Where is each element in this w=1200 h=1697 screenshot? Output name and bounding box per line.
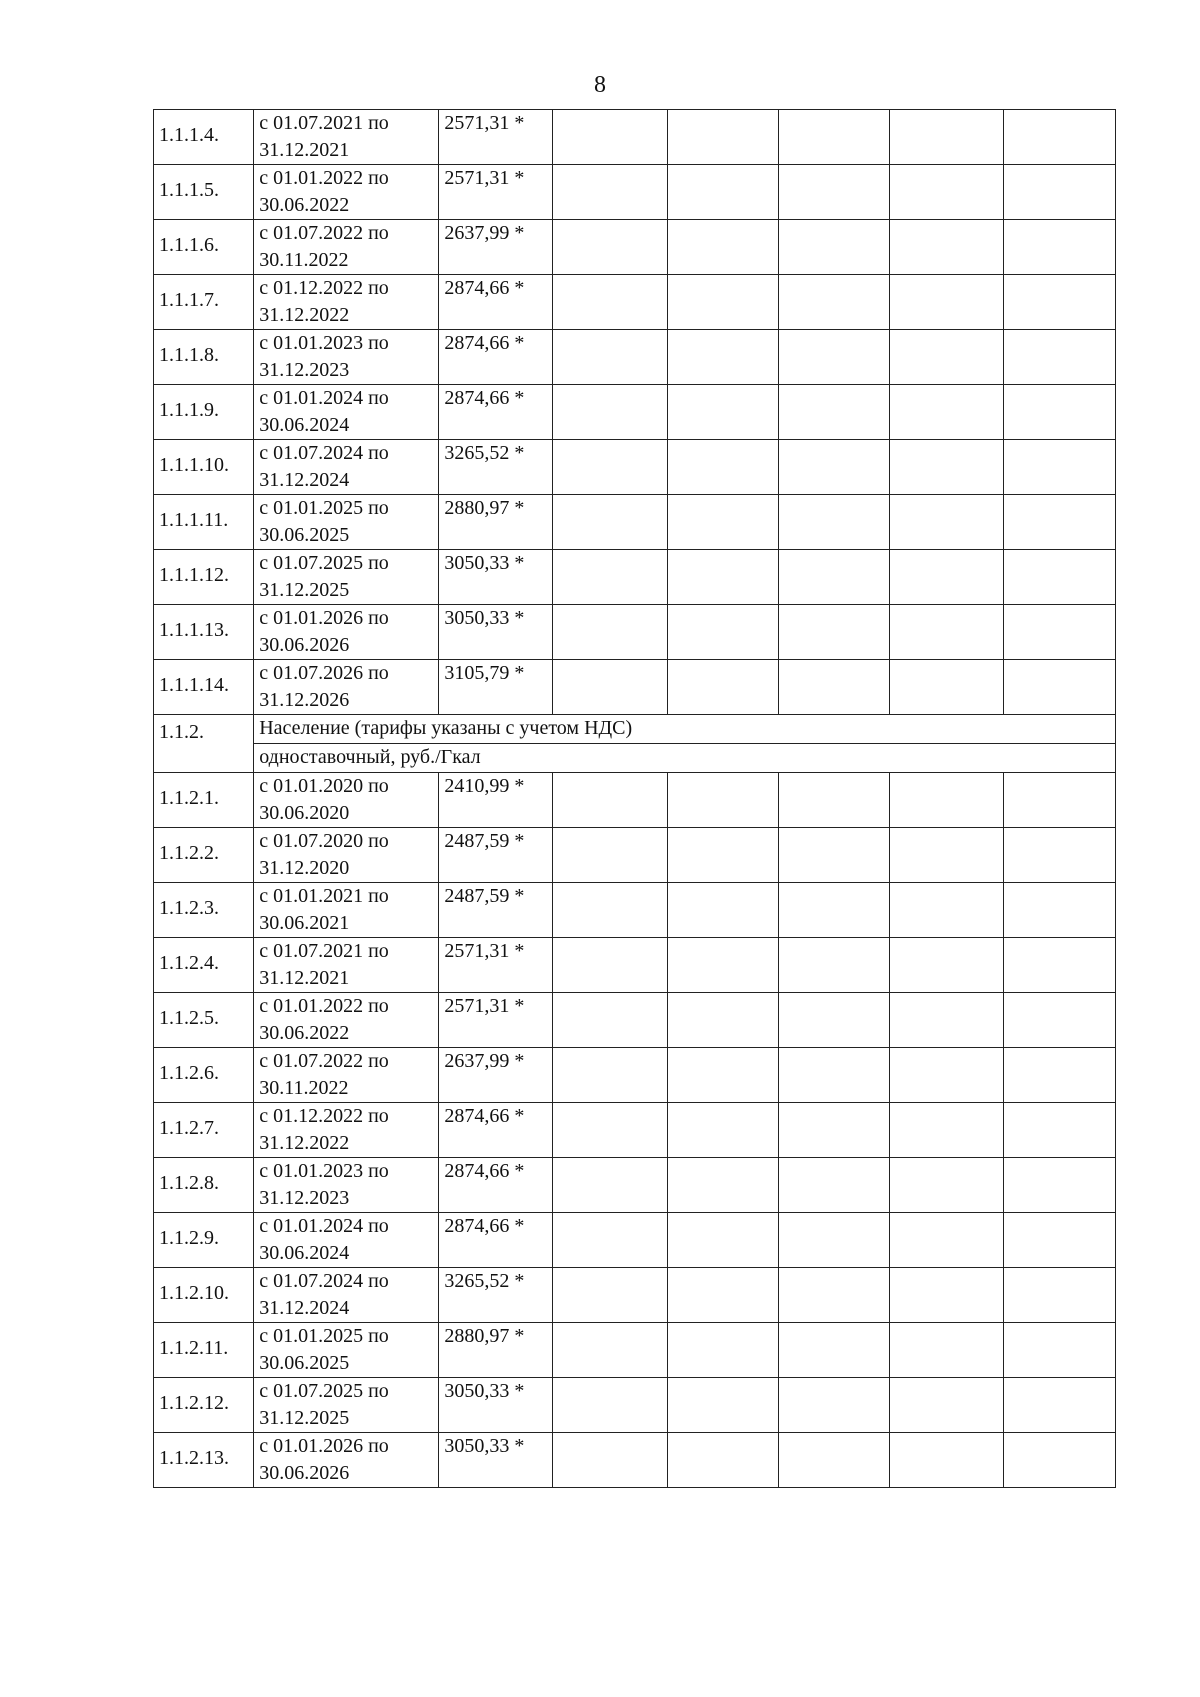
empty-cell [779,938,890,993]
empty-cell [779,165,890,220]
empty-cell [668,110,779,165]
empty-cell [1003,883,1115,938]
empty-cell [668,440,779,495]
empty-cell [779,883,890,938]
empty-cell [668,1268,779,1323]
table-row [154,275,1116,330]
table-row [154,110,1116,165]
period-to: 30.06.2022 [259,194,350,216]
empty-cell [552,1103,667,1158]
empty-cell [890,495,1003,550]
empty-cell [890,1268,1003,1323]
table-row [154,938,1116,993]
row-code: 1.1.1.10. [154,440,254,495]
empty-cell [890,550,1003,605]
period-from: с 01.01.2024 по [259,387,389,409]
row-period [254,220,439,275]
table-row [154,1048,1116,1103]
empty-cell [668,495,779,550]
empty-cell [1003,440,1115,495]
table-row [154,1433,1116,1488]
empty-cell [668,828,779,883]
table-row [154,1378,1116,1433]
empty-cell [1003,1213,1115,1268]
row-tariff-value: 3050,33 * [439,1433,552,1488]
row-code: 1.1.2.13. [154,1433,254,1488]
row-code: 1.1.1.6. [154,220,254,275]
empty-cell [552,1213,667,1268]
section-row [154,715,1116,744]
period-to: 30.06.2025 [259,524,350,546]
empty-cell [890,330,1003,385]
row-period [254,605,439,660]
period-to: 31.12.2021 [259,967,350,989]
empty-cell [1003,275,1115,330]
empty-cell [668,1378,779,1433]
empty-cell [779,660,890,715]
empty-cell [890,1213,1003,1268]
period-to: 31.12.2022 [259,1132,350,1154]
period-from: с 01.01.2026 по [259,607,389,629]
empty-cell [668,1433,779,1488]
empty-cell [779,1048,890,1103]
table-row [154,385,1116,440]
empty-cell [779,605,890,660]
empty-cell [779,1213,890,1268]
period-from: с 01.07.2021 по [259,112,389,134]
empty-cell [779,440,890,495]
table-row [154,660,1116,715]
row-period [254,1323,439,1378]
empty-cell [779,550,890,605]
empty-cell [890,1158,1003,1213]
period-to: 30.06.2025 [259,1352,350,1374]
empty-cell [668,605,779,660]
empty-cell [890,275,1003,330]
row-period [254,1268,439,1323]
row-period [254,330,439,385]
row-tariff-value: 2637,99 * [439,220,552,275]
row-code: 1.1.1.12. [154,550,254,605]
empty-cell [1003,1433,1115,1488]
empty-cell [779,828,890,883]
period-to: 31.12.2025 [259,1407,350,1429]
empty-cell [552,773,667,828]
empty-cell [668,330,779,385]
table-row [154,1158,1116,1213]
empty-cell [890,110,1003,165]
tariff-rows-other-consumers [154,110,1116,715]
empty-cell [552,495,667,550]
period-to: 31.12.2020 [259,857,350,879]
period-to: 30.06.2024 [259,1242,350,1264]
period-to: 30.06.2026 [259,634,350,656]
empty-cell [779,1158,890,1213]
period-to: 30.06.2020 [259,802,350,824]
period-from: с 01.07.2025 по [259,1380,389,1402]
row-code: 1.1.2.5. [154,993,254,1048]
period-to: 30.11.2022 [259,1077,349,1099]
row-tariff-value: 2874,66 * [439,1103,552,1158]
row-period [254,883,439,938]
empty-cell [552,1378,667,1433]
row-code: 1.1.2.9. [154,1213,254,1268]
empty-cell [552,330,667,385]
row-code: 1.1.1.13. [154,605,254,660]
row-period [254,110,439,165]
period-from: с 01.01.2020 по [259,775,389,797]
table-row [154,220,1116,275]
row-tariff-value: 2874,66 * [439,1213,552,1268]
table-row [154,1213,1116,1268]
row-code: 1.1.1.11. [154,495,254,550]
empty-cell [1003,110,1115,165]
table-row [154,165,1116,220]
period-to: 31.12.2022 [259,304,350,326]
empty-cell [552,275,667,330]
empty-cell [779,1103,890,1158]
empty-cell [890,773,1003,828]
row-code: 1.1.2.10. [154,1268,254,1323]
row-tariff-value: 2637,99 * [439,1048,552,1103]
period-from: с 01.12.2022 по [259,277,389,299]
empty-cell [552,550,667,605]
empty-cell [1003,1048,1115,1103]
row-tariff-value: 2874,66 * [439,330,552,385]
empty-cell [779,773,890,828]
period-to: 31.12.2021 [259,139,350,161]
empty-cell [890,165,1003,220]
period-to: 31.12.2026 [259,689,350,711]
empty-cell [890,605,1003,660]
row-period [254,993,439,1048]
empty-cell [1003,220,1115,275]
empty-cell [890,1378,1003,1433]
period-from: с 01.01.2022 по [259,995,389,1017]
row-code: 1.1.2.1. [154,773,254,828]
empty-cell [552,1048,667,1103]
row-period [254,660,439,715]
row-tariff-value: 2487,59 * [439,883,552,938]
empty-cell [779,110,890,165]
table-row [154,330,1116,385]
row-tariff-value: 3265,52 * [439,440,552,495]
row-tariff-value: 3105,79 * [439,660,552,715]
period-to: 31.12.2024 [259,469,350,491]
page-number: 8 [594,72,606,98]
row-code: 1.1.2.4. [154,938,254,993]
empty-cell [1003,1103,1115,1158]
section-subtitle-row [154,744,1116,773]
table-row [154,1103,1116,1158]
row-period [254,1433,439,1488]
row-period [254,165,439,220]
empty-cell [890,828,1003,883]
row-code: 1.1.1.4. [154,110,254,165]
table-row [154,495,1116,550]
empty-cell [779,1323,890,1378]
row-code: 1.1.1.5. [154,165,254,220]
row-tariff-value: 2874,66 * [439,385,552,440]
table-row [154,993,1116,1048]
row-tariff-value: 2874,66 * [439,275,552,330]
table-row [154,1323,1116,1378]
section-code: 1.1.2. [154,715,254,773]
empty-cell [668,1158,779,1213]
row-code: 1.1.2.6. [154,1048,254,1103]
empty-cell [1003,1158,1115,1213]
empty-cell [1003,605,1115,660]
section-population [154,715,1116,773]
row-code: 1.1.2.11. [154,1323,254,1378]
row-code: 1.1.2.2. [154,828,254,883]
period-from: с 01.01.2023 по [259,332,389,354]
empty-cell [1003,828,1115,883]
row-tariff-value: 2571,31 * [439,110,552,165]
tariff-table [153,109,1116,1488]
empty-cell [1003,993,1115,1048]
empty-cell [668,1103,779,1158]
row-code: 1.1.1.14. [154,660,254,715]
table-row [154,550,1116,605]
row-period [254,1378,439,1433]
row-tariff-value: 2571,31 * [439,938,552,993]
empty-cell [552,993,667,1048]
empty-cell [552,660,667,715]
period-to: 30.06.2026 [259,1462,350,1484]
empty-cell [779,330,890,385]
table-row [154,773,1116,828]
empty-cell [668,220,779,275]
empty-cell [890,938,1003,993]
empty-cell [1003,938,1115,993]
period-from: с 01.01.2025 по [259,497,389,519]
empty-cell [1003,773,1115,828]
row-period [254,1103,439,1158]
empty-cell [668,1323,779,1378]
section-title: Население (тарифы указаны с учетом НДС) [254,715,1116,744]
empty-cell [668,883,779,938]
empty-cell [1003,1323,1115,1378]
period-from: с 01.01.2021 по [259,885,389,907]
period-from: с 01.07.2026 по [259,662,389,684]
empty-cell [668,773,779,828]
empty-cell [552,605,667,660]
table-row [154,883,1116,938]
period-from: с 01.01.2024 по [259,1215,389,1237]
table-row [154,440,1116,495]
empty-cell [552,165,667,220]
period-to: 30.06.2022 [259,1022,350,1044]
empty-cell [779,275,890,330]
period-from: с 01.12.2022 по [259,1105,389,1127]
empty-cell [1003,660,1115,715]
empty-cell [668,1213,779,1268]
empty-cell [552,1268,667,1323]
section-subtitle: одноставочный, руб./Гкал [254,744,1116,773]
empty-cell [1003,495,1115,550]
empty-cell [779,495,890,550]
row-tariff-value: 2880,97 * [439,495,552,550]
empty-cell [668,275,779,330]
period-from: с 01.01.2022 по [259,167,389,189]
row-period [254,1213,439,1268]
row-period [254,828,439,883]
period-from: с 01.07.2022 по [259,222,389,244]
empty-cell [779,993,890,1048]
empty-cell [552,385,667,440]
empty-cell [668,1048,779,1103]
row-code: 1.1.2.8. [154,1158,254,1213]
empty-cell [890,220,1003,275]
row-period [254,938,439,993]
empty-cell [668,660,779,715]
row-tariff-value: 2487,59 * [439,828,552,883]
empty-cell [552,1323,667,1378]
period-to: 30.06.2021 [259,912,350,934]
empty-cell [779,220,890,275]
empty-cell [1003,330,1115,385]
table-row [154,605,1116,660]
empty-cell [890,1103,1003,1158]
empty-cell [1003,550,1115,605]
period-to: 30.06.2024 [259,414,350,436]
row-period [254,550,439,605]
empty-cell [1003,165,1115,220]
row-tariff-value: 3050,33 * [439,605,552,660]
empty-cell [552,220,667,275]
empty-cell [668,385,779,440]
empty-cell [890,440,1003,495]
empty-cell [552,828,667,883]
row-tariff-value: 3265,52 * [439,1268,552,1323]
empty-cell [552,938,667,993]
empty-cell [668,165,779,220]
empty-cell [552,110,667,165]
period-from: с 01.01.2026 по [259,1435,389,1457]
empty-cell [890,1433,1003,1488]
row-tariff-value: 2874,66 * [439,1158,552,1213]
empty-cell [779,385,890,440]
empty-cell [890,883,1003,938]
row-code: 1.1.2.3. [154,883,254,938]
row-tariff-value: 3050,33 * [439,550,552,605]
tariff-rows-population [154,773,1116,1488]
period-to: 31.12.2025 [259,579,350,601]
empty-cell [890,993,1003,1048]
row-code: 1.1.2.7. [154,1103,254,1158]
row-code: 1.1.1.8. [154,330,254,385]
empty-cell [668,938,779,993]
period-to: 30.11.2022 [259,249,349,271]
empty-cell [1003,1268,1115,1323]
period-from: с 01.07.2020 по [259,830,389,852]
period-to: 31.12.2023 [259,1187,350,1209]
row-period [254,1048,439,1103]
row-tariff-value: 2571,31 * [439,993,552,1048]
row-tariff-value: 3050,33 * [439,1378,552,1433]
empty-cell [890,1048,1003,1103]
empty-cell [552,1433,667,1488]
period-from: с 01.07.2024 по [259,442,389,464]
empty-cell [890,1323,1003,1378]
empty-cell [668,550,779,605]
row-period [254,385,439,440]
row-code: 1.1.2.12. [154,1378,254,1433]
period-from: с 01.07.2025 по [259,552,389,574]
row-code: 1.1.1.9. [154,385,254,440]
empty-cell [552,1158,667,1213]
period-from: с 01.07.2024 по [259,1270,389,1292]
table-row [154,1268,1116,1323]
row-tariff-value: 2880,97 * [439,1323,552,1378]
row-period [254,440,439,495]
empty-cell [890,385,1003,440]
empty-cell [1003,1378,1115,1433]
row-period [254,495,439,550]
empty-cell [668,993,779,1048]
empty-cell [552,883,667,938]
table-row [154,828,1116,883]
empty-cell [779,1378,890,1433]
row-tariff-value: 2571,31 * [439,165,552,220]
period-from: с 01.07.2021 по [259,940,389,962]
period-from: с 01.07.2022 по [259,1050,389,1072]
period-to: 31.12.2024 [259,1297,350,1319]
row-period [254,275,439,330]
empty-cell [552,440,667,495]
row-code: 1.1.1.7. [154,275,254,330]
empty-cell [779,1433,890,1488]
row-period [254,1158,439,1213]
row-tariff-value: 2410,99 * [439,773,552,828]
period-from: с 01.01.2023 по [259,1160,389,1182]
row-period [254,773,439,828]
period-from: с 01.01.2025 по [259,1325,389,1347]
empty-cell [1003,385,1115,440]
empty-cell [779,1268,890,1323]
period-to: 31.12.2023 [259,359,350,381]
empty-cell [890,660,1003,715]
